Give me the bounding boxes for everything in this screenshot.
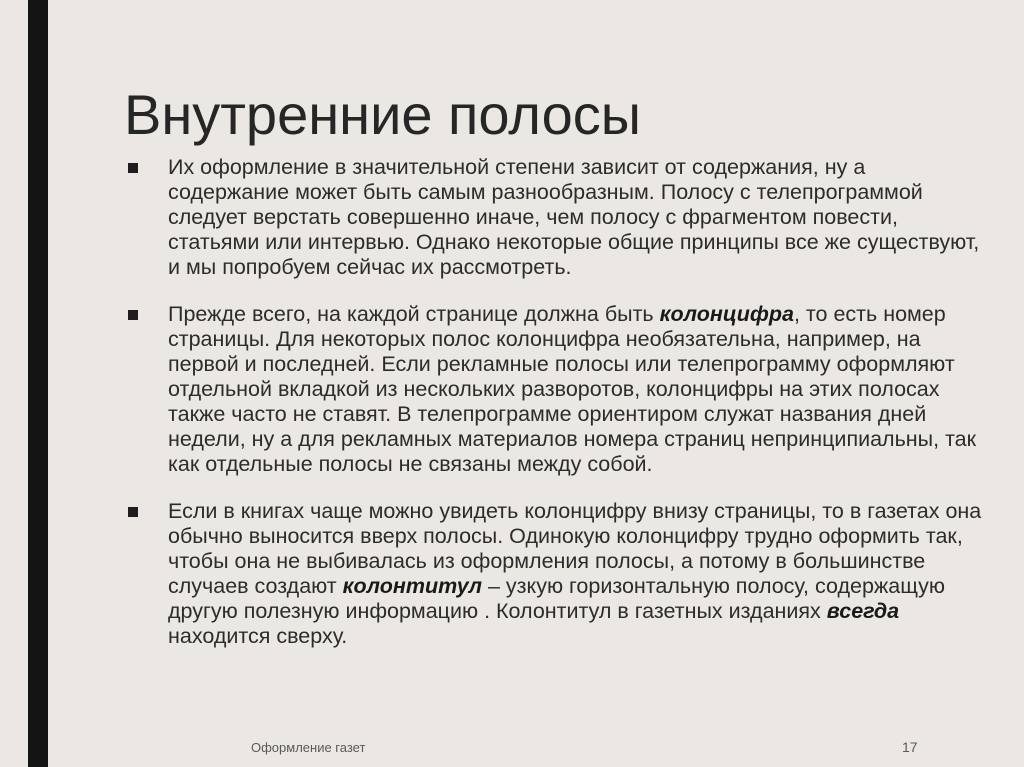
emphasis-term: колонцифра (659, 302, 794, 326)
footer-text: Оформление газет (251, 740, 366, 755)
square-bullet-icon (128, 310, 138, 320)
bullet-item (122, 155, 982, 280)
slide-title: Внутренние полосы (124, 83, 641, 146)
bullet-text: , то есть номер страницы. Для некоторых полос колонцифра необязательна, например, на первой и последней. Если рекламные полосы или телепрограмму оформляют отдельной вкладкой из нескольких разворотов, колонцифры на этих полосах также часто не ставят. В телепрограмме ориентиром служат названия дней недели, ну а для рекламных материалов номера страниц непринципиальны, так как отдельные полосы не связаны между собой. (168, 302, 977, 476)
bullet-text: – узкую горизонтальную полосу, содержащую другую полезную информацию . Колонтитул в газетных изданиях (168, 574, 946, 623)
bullet-text: Прежде всего, на каждой странице должна быть (168, 302, 660, 326)
emphasis-term: всегда (826, 599, 900, 623)
bullet-list (122, 155, 982, 671)
emphasis-term: колонтитул (342, 574, 483, 598)
bullet-item (122, 499, 982, 649)
square-bullet-icon (128, 163, 138, 173)
bullet-text: Их оформление в значительной степени зависит от содержания, ну а содержание может быть самым разнообразным. Полосу с телепрограммой следует верстать совершенно иначе, чем полосу с фрагментом повести, статьями или интервью. Однако некоторые общие принципы все же существуют, и мы попробуем сейчас их рассмотреть. (168, 155, 980, 279)
accent-bar (28, 0, 48, 767)
bullet-item (122, 302, 982, 477)
bullet-text: Если в книгах чаще можно увидеть колонцифру внизу страницы, то в газетах она обычно выносится вверх полосы. Одинокую колонцифру трудно оформить так, чтобы она не выбивалась из оформления полосы, а потому в большинстве случаев создают (168, 499, 982, 598)
bullet-text: находится сверху. (168, 624, 348, 648)
page-number: 17 (902, 739, 918, 755)
square-bullet-icon (128, 507, 138, 517)
